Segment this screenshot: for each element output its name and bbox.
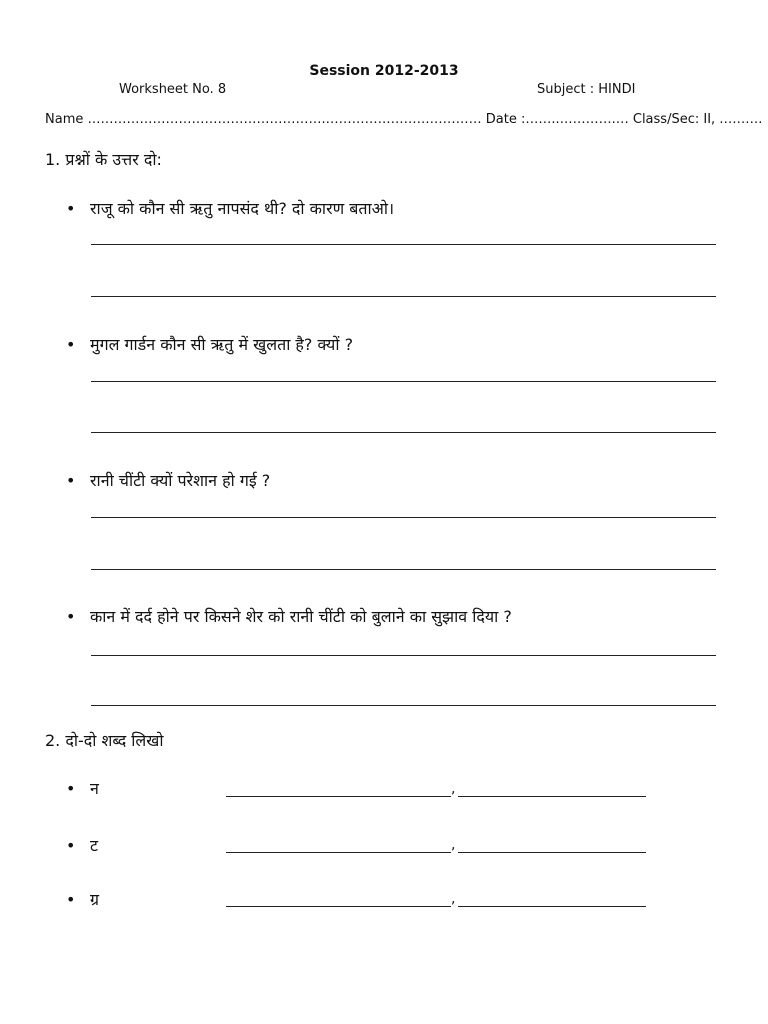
prompt-letter: न bbox=[90, 779, 99, 798]
question-text: मुगल गार्डन कौन सी ऋतु में खुलता है? क्यों ? bbox=[90, 335, 354, 354]
answer-line[interactable] bbox=[91, 517, 716, 518]
question-text: रानी चींटी क्यों परेशान हो गई ? bbox=[90, 471, 271, 490]
bullet-icon: • bbox=[66, 607, 76, 626]
subject-label: Subject : HINDI bbox=[537, 82, 636, 97]
section-2-title: 2. दो-दो शब्द लिखो bbox=[45, 731, 164, 750]
word-answer-line[interactable] bbox=[458, 796, 646, 797]
prompt-letter: ट bbox=[90, 836, 99, 855]
separator: , bbox=[451, 781, 456, 797]
answer-line[interactable] bbox=[91, 655, 716, 656]
question-item bbox=[66, 333, 353, 355]
prompt-letter: ग्र bbox=[90, 890, 100, 909]
word-answer-line[interactable] bbox=[458, 852, 646, 853]
bullet-icon: • bbox=[66, 335, 76, 354]
bullet-icon: • bbox=[66, 890, 76, 909]
question-item bbox=[66, 197, 394, 219]
worksheet-number: Worksheet No. 8 bbox=[119, 82, 227, 97]
bullet-icon: • bbox=[66, 836, 76, 855]
question-item bbox=[66, 605, 512, 627]
bullet-icon: • bbox=[66, 471, 76, 490]
question-item bbox=[66, 469, 270, 491]
word-prompt bbox=[66, 777, 99, 799]
separator: , bbox=[451, 891, 456, 907]
session-title: Session 2012-2013 bbox=[309, 63, 459, 79]
word-answer-line[interactable] bbox=[226, 852, 451, 853]
word-prompt bbox=[66, 834, 98, 856]
student-info-line: Name ……………………………………………….……………………………… Date :……..………….… Class/Sec: II, ………. bbox=[45, 112, 763, 127]
word-answer-line[interactable] bbox=[226, 796, 451, 797]
answer-line[interactable] bbox=[91, 381, 716, 382]
answer-line[interactable] bbox=[91, 705, 716, 706]
separator: , bbox=[451, 837, 456, 853]
section-1-title: 1. प्रश्नों के उत्तर दो: bbox=[45, 150, 162, 169]
word-answer-line[interactable] bbox=[226, 906, 451, 907]
bullet-icon: • bbox=[66, 779, 76, 798]
word-answer-line[interactable] bbox=[458, 906, 646, 907]
answer-line[interactable] bbox=[91, 569, 716, 570]
answer-line[interactable] bbox=[91, 432, 716, 433]
answer-line[interactable] bbox=[91, 244, 716, 245]
question-text: कान में दर्द होने पर किसने शेर को रानी चींटी को बुलाने का सुझाव दिया ? bbox=[90, 607, 512, 626]
question-text: राजू को कौन सी ऋतु नापसंद थी? दो कारण बताओ। bbox=[90, 199, 395, 218]
answer-line[interactable] bbox=[91, 296, 716, 297]
word-prompt bbox=[66, 888, 99, 910]
bullet-icon: • bbox=[66, 199, 76, 218]
